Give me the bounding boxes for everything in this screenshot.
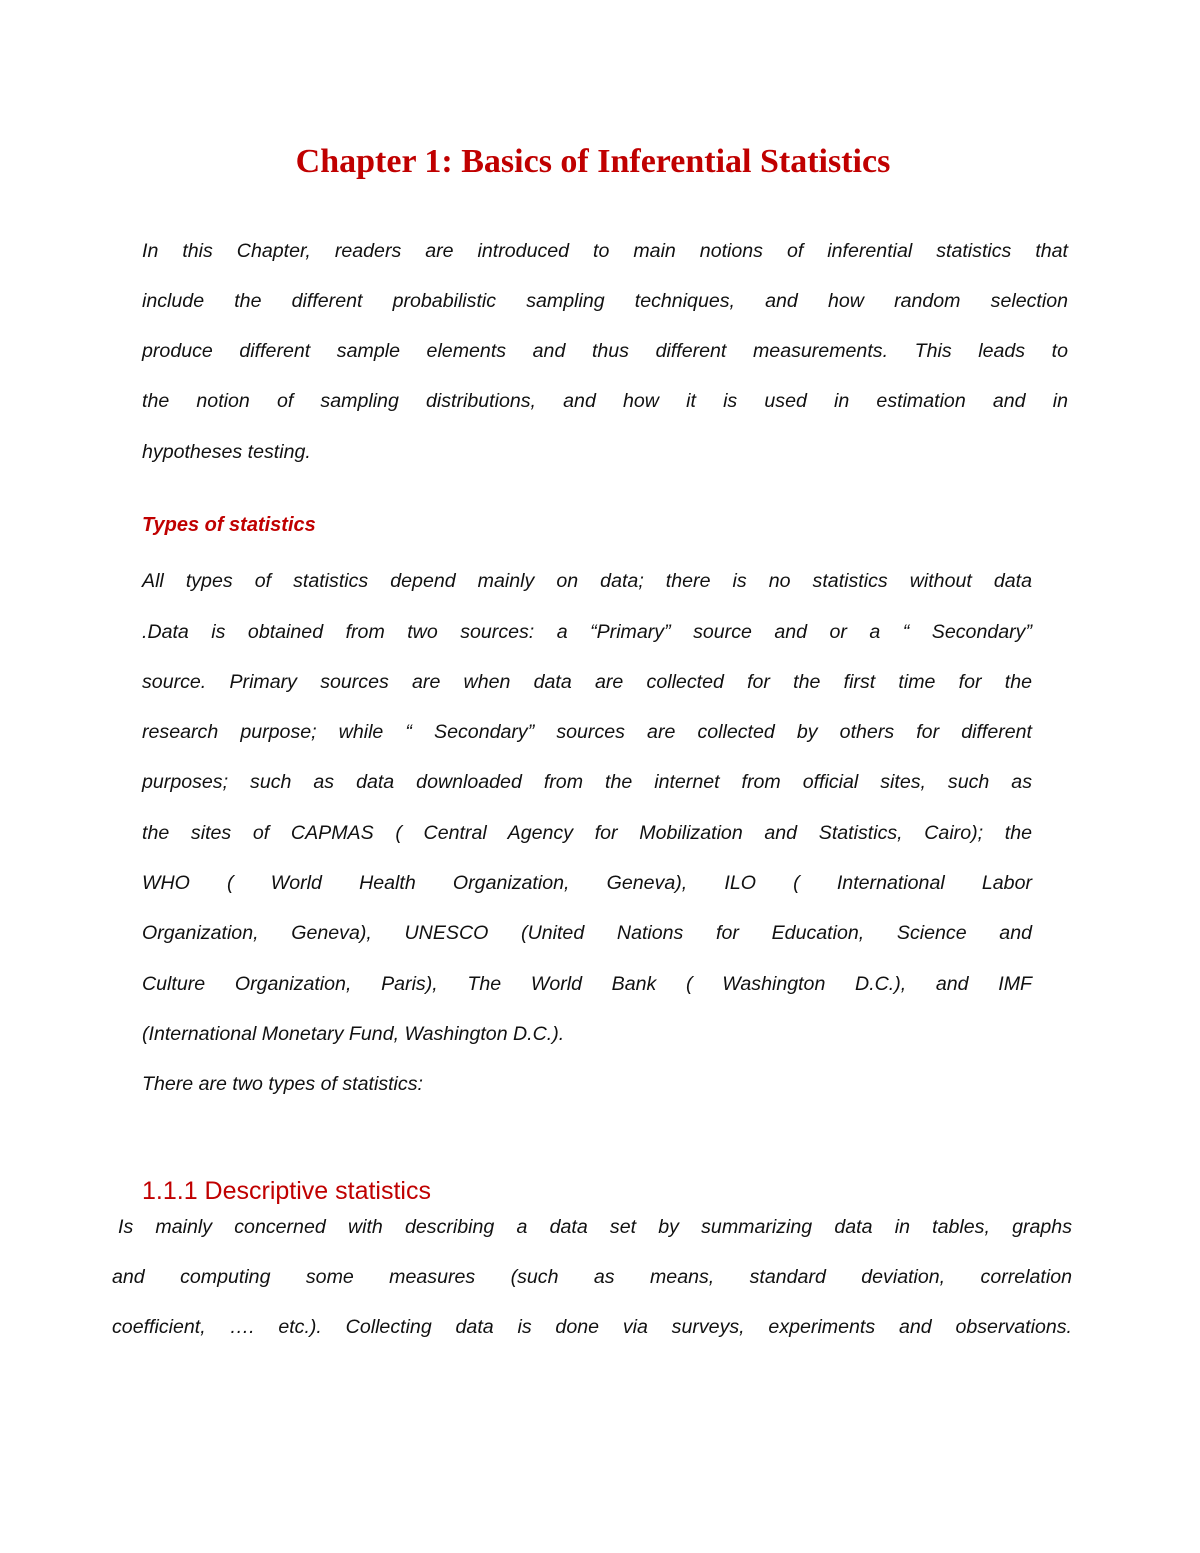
descriptive-line: and computing some measures (such as means, standard deviation, correlation [112, 1266, 1072, 1288]
types-line: purposes; such as data downloaded from the internet from official sites, such as [142, 771, 1032, 793]
types-line: research purpose; while “ Secondary” sources are collected by others for different [142, 721, 1032, 743]
intro-line: the notion of sampling distributions, and how it is used in estimation and in [142, 390, 1068, 412]
types-line: source. Primary sources are when data are collected for the first time for the [142, 671, 1032, 693]
types-line: .Data is obtained from two sources: a “Primary” source and or a “ Secondary” [142, 621, 1032, 643]
types-line: All types of statistics depend mainly on data; there is no statistics without data [142, 570, 1032, 592]
intro-line: hypotheses testing. [142, 441, 311, 463]
types-heading: Types of statistics [142, 514, 316, 536]
types-line: the sites of CAPMAS ( Central Agency for Mobilization and Statistics, Cairo); the [142, 822, 1032, 844]
types-line: Culture Organization, Paris), The World Bank ( Washington D.C.), and IMF [142, 973, 1032, 995]
intro-line: In this Chapter, readers are introduced to main notions of inferential statistics that [142, 240, 1068, 262]
descriptive-line: Is mainly concerned with describing a data set by summarizing data in tables, graphs [118, 1216, 1072, 1238]
types-line: (International Monetary Fund, Washington D.C.). [142, 1023, 565, 1045]
intro-line: include the different probabilistic sampling techniques, and how random selection [142, 290, 1068, 312]
chapter-title: Chapter 1: Basics of Inferential Statistics [295, 143, 891, 180]
intro-line: produce different sample elements and thus different measurements. This leads to [142, 340, 1068, 362]
descriptive-line: coefficient, …. etc.). Collecting data is done via surveys, experiments and observations. [112, 1316, 1072, 1338]
types-line: WHO ( World Health Organization, Geneva), ILO ( International Labor [142, 872, 1032, 894]
section-heading-descriptive: 1.1.1 Descriptive statistics [142, 1177, 431, 1205]
types-line: Organization, Geneva), UNESCO (United Nations for Education, Science and [142, 922, 1032, 944]
types-line: There are two types of statistics: [142, 1073, 423, 1095]
